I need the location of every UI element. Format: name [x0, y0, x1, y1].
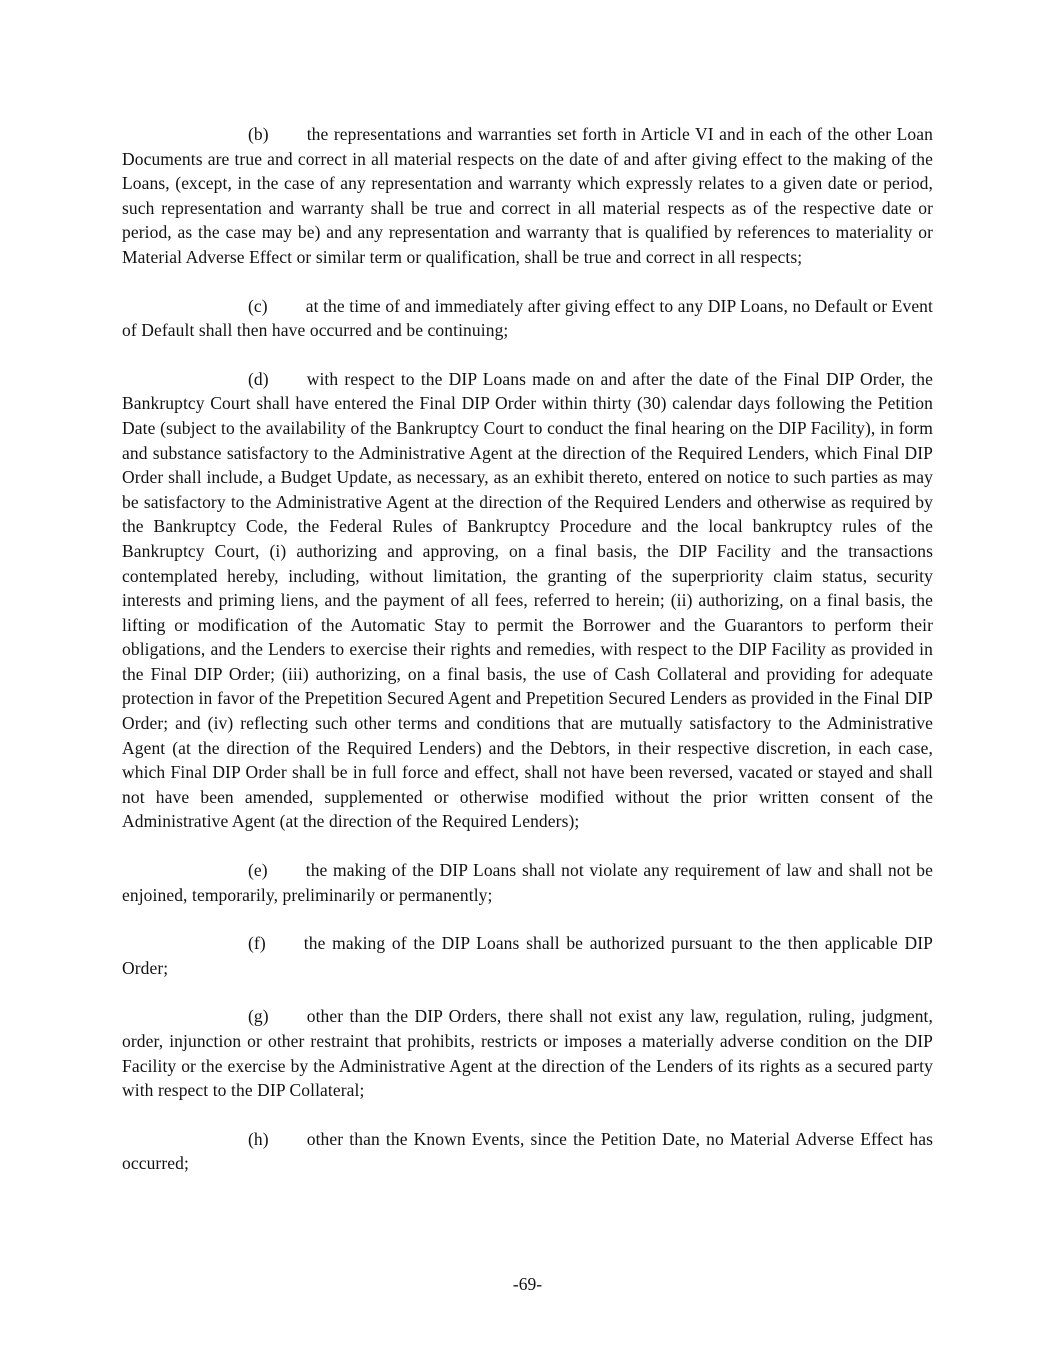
paragraph-text: the making of the DIP Loans shall be authorized pursuant to the then applicable DIP Order;	[122, 933, 933, 978]
paragraph-label: (f)	[248, 933, 266, 954]
paragraph-text: other than the DIP Orders, there shall not exist any law, regulation, ruling, judgment, order, injunction or other restraint that prohibits, restricts or imposes a materially adverse condition on the DIP Facility or the exercise by the Administrative Agent at the direction of the Lenders of its rights as a secured party with respect to the DIP Collateral;	[122, 1006, 933, 1101]
paragraph-c	[122, 294, 933, 343]
paragraph-h	[122, 1127, 933, 1176]
paragraph-f	[122, 931, 933, 980]
page-number: -69-	[512, 1274, 543, 1294]
paragraph-text: the representations and warranties set forth in Article VI and in each of the other Loan Documents are true and correct in all material respects on the date of and after giving effect to the making of the Loans, (except, in the case of any representation and warranty which expressly relates to a given date or period, such representation and warranty shall be true and correct in all material respects as of the respective date or period, as the case may be) and any representation and warranty that is qualified by references to materiality or Material Adverse Effect or similar term or qualification, shall be true and correct in all respects;	[122, 124, 933, 267]
paragraph-label: (d)	[248, 368, 269, 389]
paragraph-b	[122, 122, 933, 270]
paragraph-e	[122, 858, 933, 907]
paragraph-text: other than the Known Events, since the Petition Date, no Material Adverse Effect has occurred;	[122, 1128, 933, 1174]
paragraph-g	[122, 1004, 933, 1102]
paragraph-label: (e)	[248, 860, 268, 881]
paragraph-text: at the time of and immediately after giving effect to any DIP Loans, no Default or Event of Default shall then have occurred and be continuing;	[122, 295, 933, 341]
paragraph-text: the making of the DIP Loans shall not violate any requirement of law and shall not be enjoined, temporarily, preliminarily or permanently;	[122, 860, 933, 905]
paragraph-label: (c)	[248, 295, 268, 316]
paragraph-label: (h)	[248, 1128, 269, 1149]
paragraph-text: with respect to the DIP Loans made on and after the date of the Final DIP Order, the Bankruptcy Court shall have entered the Final DIP Order within thirty (30) calendar days following the Petition Date (subject to the availability of the Bankruptcy Court to conduct the final hearing on the DIP Facility), in form and substance satisfactory to the Administrative Agent at the direction of the Required Lenders, which Final DIP Order shall include, a Budget Update, as necessary, as an exhibit thereto, entered on notice to such parties as may be satisfactory to the Administrative Agent at the direction of the Required Lenders and otherwise as required by the Bankruptcy Code, the Federal Rules of Bankruptcy Procedure and the local bankruptcy rules of the Bankruptcy Court, (i) authorizing and approving, on a final basis, the DIP Facility and the transactions contemplated hereby, including, without limitation, the granting of the superpriority claim status, security interests and priming liens, and the payment of all fees, referred to herein; (ii) authorizing, on a final basis, the lifting or modification of the Automatic Stay to permit the Borrower and the Guarantors to perform their obligations, and the Lenders to exercise their rights and remedies, with respect to the DIP Facility as provided in the Final DIP Order; (iii) authorizing, on a final basis, the use of Cash Collateral and providing for adequate protection in favor of the Prepetition Secured Agent and Prepetition Secured Lenders as provided in the Final DIP Order; and (iv) reflecting such other terms and conditions that are mutually satisfactory to the Administrative Agent (at the direction of the Required Lenders) and the Debtors, in their respective discretion, in each case, which Final DIP Order shall be in full force and effect, shall not have been reversed, vacated or stayed and shall not have been amended, supplemented or otherwise modified without the prior written consent of the Administrative Agent (at the direction of the Required Lenders);	[122, 368, 933, 832]
document-body	[122, 122, 933, 1176]
paragraph-d	[122, 367, 933, 834]
paragraph-label: (g)	[248, 1006, 269, 1027]
paragraph-label: (b)	[248, 124, 269, 144]
